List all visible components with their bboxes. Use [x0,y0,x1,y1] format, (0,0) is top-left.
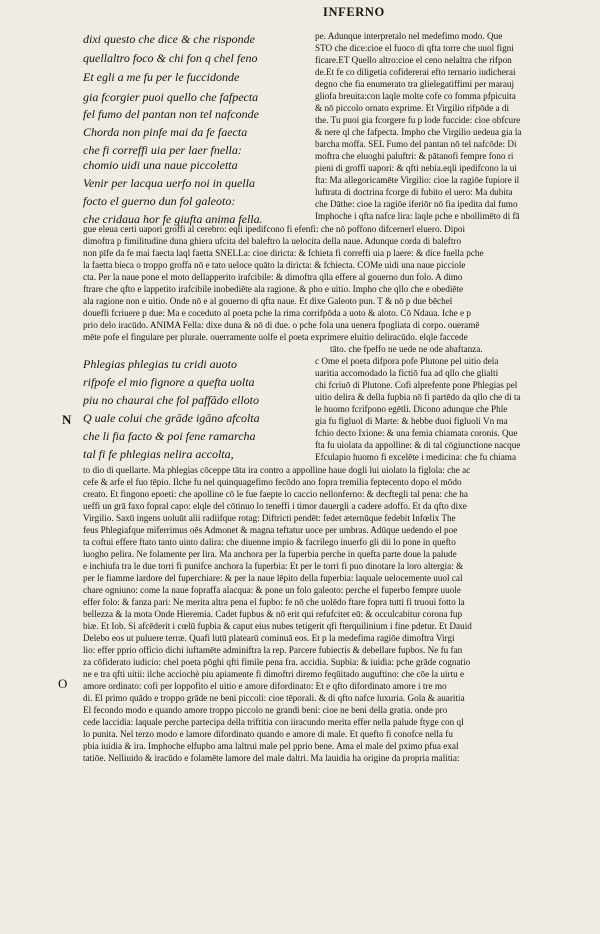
commentary-line: ta coftui effere ftato tanto uinto dalira: che diuenne impio & facrilego inuerfo gli dii lo pone in quefto [83,537,456,547]
marginal-letter-n: N [62,412,72,427]
commentary-line: STO che dice:cioe el fuoco di qfta torre che uuol figni [315,43,514,53]
page-header: INFERNO [323,5,385,19]
commentary-line: Virgilio. Saxū ingens uoluūt alii radiifque rotag: Diftricti pendēt: fedet æternūque fedebit Infœlix The [83,513,456,523]
commentary-line: uitio delira & della fupbia nō fi partēdo da qllo che di ta [315,392,521,402]
commentary-line: ala ragione non e uitio. Onde nō e al gouerno di qfta naue. Et dixe Galeoto pun. T & nō p due bēchel [83,296,453,306]
commentary-line: & nō piccolo ornato exprime. Et Virgilio rifpōde a di [315,103,510,113]
commentary-line: de.Et fe co diligetia cofidererai efto ternario iudicherai [315,67,516,77]
verse-line: gia fcorgier puoi quello che fafpecta [83,91,259,104]
commentary-line: pbia iuidia & ira. Imphoche elfupbo ama laltrui male pel pprio bene. Ama el male del pximo pfua exal [83,741,459,751]
verse-line: piu no chaurai che fol paffādo elloto [83,394,259,407]
verse-line: quellaltro foco & chi fon q chel feno [83,52,258,65]
commentary-line: degno che fia enumerato tra glielegatiffimi per marauj [315,79,515,89]
verse-line: focto el guerno dun fol galeoto: [83,195,236,208]
commentary-line: ftrare che qfto e lappetito irafcibile inobediēte ala ragione. & pho e uitio. Impho che qllo che e obediēte [83,284,464,294]
commentary-line: amore ordinato: cofi per loppofito el uitio e amore difordinato: Et e qfto difordinato amore i tre mo [83,681,447,691]
verse-line: che fi correffi uia per laer fnella: [83,144,242,157]
commentary-line: bellezza & la mota Onde Hieremia. Cadet fupbus & nō erit qui refufcitet eū: & occulcabitur corona fup [83,609,463,619]
commentary-line: ficare.ET Quello altro:cioe el ceno nelaltra che rifpon [315,55,512,65]
commentary-line: effer folo: & fanza pari: Ne merita altra pena el fupbo: fe nō che uolēdo ftare fopra tutti fi truoui fotto la [83,597,465,607]
commentary-line: pe. Adunque interpretalo nel medefimo modo. Que [315,31,503,41]
commentary-line: mēte pofe el fingulare per plurale. ouerramente uolfe el poeta exprimere eluitio deliracūdo. elqle faccede [83,332,468,342]
commentary-line: ne e tra qfti uitii: ilche acciochè piu apiamente fi dimoftri diremo feqūitado auguftino: che cōe la uirtu e [83,669,465,679]
marginal-letter-o: O [58,676,68,691]
commentary-line: c Ome el poeta difpora pofe Plutone pel uitio dela [315,356,499,366]
verse-line: fel fumo del pantan non tel nafconde [83,108,259,121]
commentary-line: cefe & arfe el fuo tēpio. Ilche fu nel quinquagefimo fecōdo ano fopra tremilia feptecento dopo el mōdo [83,477,462,487]
commentary-line: la faetta bieca o troppo groffa nō e tato ueloce quāto la diricta: & fchiecta. COMe uidi una naue picciole [83,260,466,270]
commentary-line: prio delo iracūdo. ANIMA Fella: dixe duna & nō di due. o pche fola una uenera fpogliata di corpo. oueramē [83,320,480,330]
commentary-line: gia fu figluol di Marte: & hebbe duoi figluoli Vn ma [315,416,508,426]
commentary-line: & nere ql che fafpecta. Impho che Virgilio uedeua gia la [315,127,522,137]
commentary-line: luogho pelira. Ne folamente per lira. Ma anchora per la fuperbia perche in quefta parte doue la palude [83,549,457,559]
commentary-line: biæ. Et Iob. Si afcēderit i cœlū fupbia & caput eius nubes tetigerit qfi fterquilinium i fine pdetur. Et Dauid [83,621,472,631]
commentary-line: le huomo fcrifpono egētli. Dicono adunque che Phle [315,404,508,414]
commentary-line: luftrata di doctrina fcorge di fubito el uero: Ma dubita [315,187,513,197]
commentary-line: Delebo eos ut puluere terræ. Quafi lutū platearū cominuā eos. Et p la medefima ragiōe dimoftra Virgi [83,633,455,643]
commentary-line: dimoftra p fimilitudine duna ghiera ufcita del baleftro la uelocita della naue. Adunque corda di baleftro [83,236,462,246]
commentary-line: non pīfe da fe mai faecta laql faetta SNELLa: cioe diricta: & fchieta fi correffi uia p laere: & dice fnella pche [83,248,484,258]
verse-line: Chorda non pinfe mai da fe faecta [83,126,248,139]
commentary-line: the. Tu puoi gia fcorgere fu p lode fuccide: cioe obfcure [315,115,521,125]
verse-line: tal fi fe phlegias nelira accolta, [83,448,234,461]
commentary-line: gue eleua certi uapori groffi al cerebro: eqli ipedifcono fi efenfi: che nō poffono difcernerl eluero. Dipoi [83,224,466,234]
commentary-line: feus Phlegiafque miferrimus oēs Admonet & magna teftatur uoce per umbras. Adūque uedendo el poe [83,525,458,535]
commentary-line: chi fcriuō di Plutone. Cofi alprefente pone Phlegias pel [315,380,518,390]
commentary-line: creato. Et fingono epoeti: che apolline cō le fue faepte lo caccio nellonferno: & decftegli tal pena: che ha [83,489,468,499]
verse-line: che cridaua hor fe giufta anima fella. [83,213,263,226]
verse-line: chomio uidi una naue piccoletta [83,159,238,172]
commentary-line: lo punita. Nel terzo modo e lamore difordinato quando e amore di male. Et quefto fi conofce nella fu [83,729,453,739]
verse-line: che li fia facto & poi fene ramarcha [83,430,256,443]
verse-line: dixi questo che dice & che risponde [83,33,255,46]
verse-line: rifpofe el mio fignore a quefta uolta [83,376,255,389]
commentary-line: ueffi un grā faxo fopral capo: elqle del cōtinuo lo teneffi i timor dauergli a cadere adoffo. Et da qfto dixe [83,501,467,511]
commentary-line: lio: effer pprio officio dichi iuftamēte adminiftra la rep. Parcere fubiectis & debellare fupbos. Ne fu fan [83,645,463,655]
commentary-line: to dio di quellarte. Ma phlegias cōceppe tāta ira contro a appolline haue dogli lui uiolato la figlola: che ac [83,465,471,475]
commentary-line: Imphoche i qfta nafce lira: laqle pche e nbollimēto di fā [315,211,520,221]
verse-line: Et egli a me fu per le fuccidonde [83,71,240,84]
commentary-line: che Dāthe: cioe la ragiōe iferiōr nō fia ipedita dal fumo [315,199,518,209]
commentary-line: El fecondo modo e quando amore troppo piccolo ne grandi beni: cioe ne beni della gratia. onde pro [83,705,448,715]
commentary-line: moftra che eluoghi paluftri: & pātanofi fempre fono ri [315,151,514,161]
commentary-line: tatiōe. Nelliuido & iracūdo e folamēte lamore del male daltri. Ma lauidia ha origine da propria malitia: [83,753,460,763]
commentary-line: tāto. che fpeffo ne uede ne ode abaftanza. [330,344,483,354]
commentary-line: za cōfiderato iudicio: chel poeta pōghi qfti fimile pena fra. accidia. Supbia: & iuidia: pche grāde cognatio [83,657,471,667]
verse-line: Venir per lacqua uerfo noi in quella [83,177,255,190]
commentary-line: cede laccidia: laquale perche partecipa della triftitia con iiracundo merita effer nella palude ftyge con ql [83,717,464,727]
commentary-line: di. El primo quādo e troppo grāde ne beni piccoli: cioe tēporali. & di qfto nafce luxuria. Gola & auaritia [83,693,465,703]
commentary-line: per le fiamme lardore del fuperchiare: & per la naue lēpito della fuperbia: laquale uelocemente uuol cal [83,573,463,583]
commentary-line: cta. Per la naue pone el moto dellapperito irafcibile: & dimoftra qlla effere al gouerno dun folo. A dimo [83,272,463,282]
commentary-line: uaritia accomodado la fictiō fua ad qllo che glialti [315,368,499,378]
verse-line: Phlegias phlegias tu cridi auoto [83,358,237,371]
commentary-line: chare ogniuno: come la naue fopraffa alacqua: & pone un folo galeoto: perche el fuperbo fempre uuole [83,585,461,595]
commentary-line: douefli fcriuere p due: Ma e coceduto al poeta pche la rima corrifpōda a uoto & aloto. Cō Ndaua. Iche e p [83,308,472,318]
commentary-line: gliofa breuita:con laqle molte cofe co fomma pfpicuita [315,91,516,101]
commentary-line: fchio decto Ixione: & una femia chiamata coronis. Que [315,428,518,438]
commentary-line: barcha moffa. SEL Fumo del pantan nō tel nafcōde: Di [315,139,517,149]
commentary-line: Efculapio huomo fi excelēte i medicina: che fu chiama [315,452,517,462]
commentary-line: e inchiufa tra le due torri fi punifce anchora la fuperbia: Et per le torri fi puo dinotare la loro altergia: & [83,561,464,571]
verse-line: Q uale colui che grāde igāno afcolta [83,412,260,425]
commentary-line: fta: Ma allegoricamēte Virgilio: cioe la ragiōe fupiore il [315,175,520,185]
commentary-line: fta fu uiolata da appolline: & di tal cōgiunctione nacque [315,440,521,450]
commentary-line: pieni di groffi uapori: & qfti nebia.eqli ipedifcono la ui [315,163,517,173]
